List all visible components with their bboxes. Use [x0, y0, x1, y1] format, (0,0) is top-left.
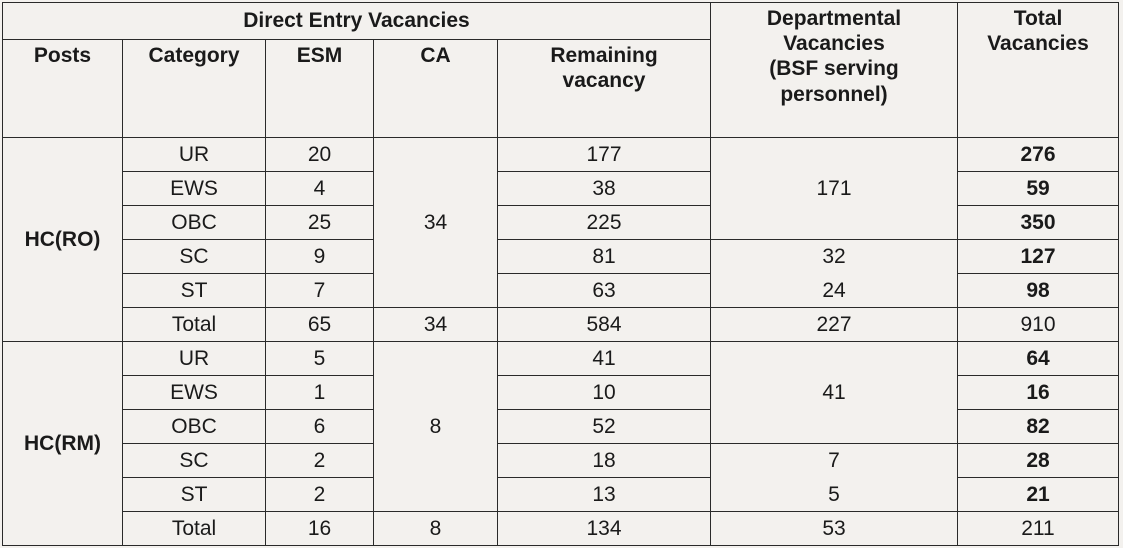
total-label: Total [123, 512, 266, 546]
remaining-cell: 225 [498, 206, 711, 240]
esm-total: 65 [266, 308, 374, 342]
remaining-total: 134 [498, 512, 711, 546]
esm-cell: 1 [266, 376, 374, 410]
category-cell: OBC [123, 410, 266, 444]
ca-cell: 8 [374, 342, 498, 512]
ca-total: 8 [374, 512, 498, 546]
total-cell: 21 [958, 478, 1119, 512]
table-row [3, 240, 1119, 274]
esm-cell: 2 [266, 444, 374, 478]
remaining-cell: 41 [498, 342, 711, 376]
esm-cell: 4 [266, 172, 374, 206]
dept-total: 53 [711, 512, 958, 546]
total-cell: 82 [958, 410, 1119, 444]
table-row [3, 274, 1119, 308]
total-cell: 127 [958, 240, 1119, 274]
dept-cell: 32 [711, 240, 958, 274]
total-cell: 64 [958, 342, 1119, 376]
remaining-header-line2: vacancy [562, 69, 646, 93]
esm-cell: 20 [266, 138, 374, 172]
total-cell: 276 [958, 138, 1119, 172]
remaining-cell: 52 [498, 410, 711, 444]
category-cell: ST [123, 274, 266, 308]
total-row [3, 308, 1119, 342]
esm-cell: 25 [266, 206, 374, 240]
dept-header-line2: Vacancies [783, 32, 885, 56]
category-header: Category [123, 40, 266, 138]
remaining-cell: 38 [498, 172, 711, 206]
table-row [3, 138, 1119, 172]
category-cell: UR [123, 342, 266, 376]
total-label: Total [123, 308, 266, 342]
category-cell: ST [123, 478, 266, 512]
vacancy-table [2, 2, 1119, 546]
dept-cell: 7 [711, 444, 958, 478]
table-row [3, 478, 1119, 512]
esm-total: 16 [266, 512, 374, 546]
dept-cell: 5 [711, 478, 958, 512]
ca-cell: 34 [374, 138, 498, 308]
dept-header-line3: (BSF serving [769, 57, 899, 81]
table-row [3, 342, 1119, 376]
dept-header-line4: personnel) [780, 82, 888, 106]
total-cell: 28 [958, 444, 1119, 478]
total-header-line2: Vacancies [987, 32, 1089, 56]
grand-total: 910 [958, 308, 1119, 342]
esm-cell: 6 [266, 410, 374, 444]
remaining-cell: 63 [498, 274, 711, 308]
direct-entry-header: Direct Entry Vacancies [3, 3, 711, 40]
dept-total: 227 [711, 308, 958, 342]
remaining-total: 584 [498, 308, 711, 342]
posts-header: Posts [3, 40, 123, 138]
remaining-cell: 10 [498, 376, 711, 410]
category-cell: SC [123, 240, 266, 274]
remaining-cell: 177 [498, 138, 711, 172]
esm-cell: 5 [266, 342, 374, 376]
category-cell: EWS [123, 376, 266, 410]
total-cell: 16 [958, 376, 1119, 410]
esm-cell: 2 [266, 478, 374, 512]
category-cell: UR [123, 138, 266, 172]
dept-header-line1: Departmental [766, 7, 902, 30]
dept-cell: 171 [711, 138, 958, 240]
remaining-header-line1: Remaining [550, 44, 658, 67]
total-vacancies-header [958, 3, 1119, 138]
grand-total: 211 [958, 512, 1119, 546]
ca-header: CA [374, 40, 498, 138]
esm-cell: 7 [266, 274, 374, 308]
table-row [3, 444, 1119, 478]
total-row [3, 512, 1119, 546]
total-cell: 350 [958, 206, 1119, 240]
dept-cell: 41 [711, 342, 958, 444]
category-cell: SC [123, 444, 266, 478]
esm-header: ESM [266, 40, 374, 138]
remaining-cell: 18 [498, 444, 711, 478]
total-header-line1: Total [1013, 7, 1063, 30]
dept-cell: 24 [711, 274, 958, 308]
ca-total: 34 [374, 308, 498, 342]
total-cell: 98 [958, 274, 1119, 308]
total-cell: 59 [958, 172, 1119, 206]
remaining-cell: 81 [498, 240, 711, 274]
departmental-header [711, 3, 958, 138]
category-cell: OBC [123, 206, 266, 240]
remaining-header [498, 40, 711, 138]
esm-cell: 9 [266, 240, 374, 274]
category-cell: EWS [123, 172, 266, 206]
remaining-cell: 13 [498, 478, 711, 512]
post-cell: HC(RO) [3, 138, 123, 342]
post-cell: HC(RM) [3, 342, 123, 546]
